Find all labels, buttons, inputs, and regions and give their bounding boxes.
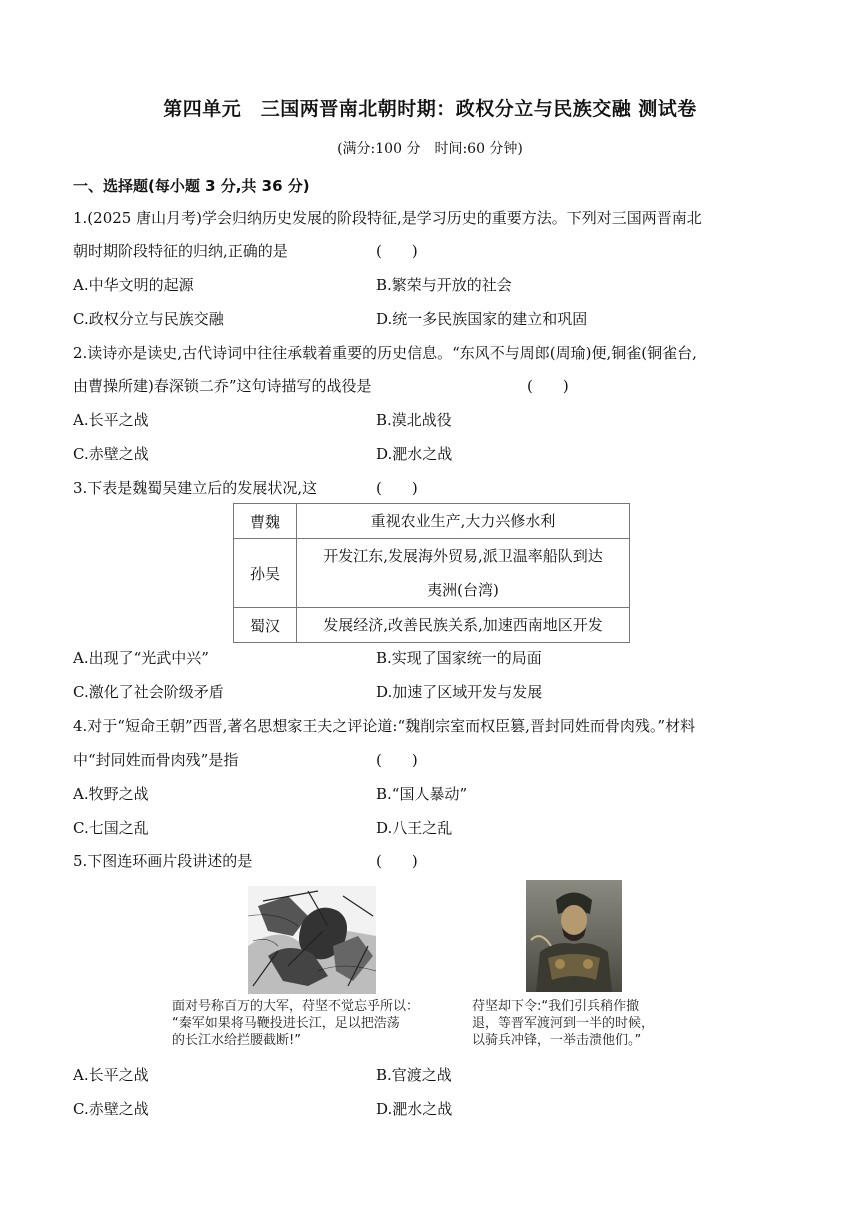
q4-option-c: C.七国之乱 [73,819,149,837]
q4-stem-line1: 4.对于“短命王朝”西晋,著名思想家王夫之评论道:“魏削宗室而权臣篡,晋封同姓而骨肉残。”材料 [73,717,696,735]
q2-stem-line2: 由曹操所建)春深锁二乔”这句诗描写的战役是 [73,377,372,395]
table-row [234,608,630,643]
comic-panel-general-image [526,880,622,992]
comic-panel-battle-image [248,886,376,994]
caption-right-line3: 以骑兵冲锋，一举击溃他们。” [472,1033,642,1048]
q1-option-c: C.政权分立与民族交融 [73,310,224,328]
q4-option-b: B.“国人暴动” [376,785,468,803]
q2-option-c: C.赤壁之战 [73,445,149,463]
q1-option-d: D.统一多民族国家的建立和巩固 [376,310,588,328]
q1-stem-line2 [73,241,288,261]
table-row [234,539,630,608]
q3-table [233,503,630,643]
caption-left-line1: 面对号称百万的大军，苻坚不觉忘乎所以： [172,999,420,1014]
q2-option-d: D.淝水之战 [376,445,453,463]
q5-option-c: C.赤壁之战 [73,1100,149,1118]
table-cell-desc: 发展经济,改善民族关系,加速西南地区开发 [297,608,630,643]
page-title: 第四单元 三国两晋南北朝时期：政权分立与民族交融 测试卷 [163,98,697,120]
q5-stem: 5.下图连环画片段讲述的是 [73,852,253,870]
caption-left-line2: “秦军如果将马鞭投进长江，足以把浩荡 [172,1016,400,1031]
q4-stem-line2: 中“封同姓而骨肉残”是指 [73,751,239,769]
q1-stem-line1: 1.(2025 唐山月考)学会归纳历史发展的阶段特征,是学习历史的重要方法。下列对三国两晋南北 [73,209,702,227]
table-cell-desc-line: 开发江东,发展海外贸易,派卫温率船队到达 [323,547,603,565]
section-heading: 一、选择题(每小题 3 分,共 36 分) [73,177,310,195]
q2-option-a: A.长平之战 [73,411,149,429]
page-subtitle: (满分:100 分 时间:60 分钟) [337,141,523,157]
q3-option-b: B.实现了国家统一的局面 [376,649,542,667]
table-cell-desc: 重视农业生产,大力兴修水利 [297,504,630,539]
q5-option-d: D.淝水之战 [376,1100,453,1118]
q2-option-b: B.漠北战役 [376,411,452,429]
table-cell-desc-line: 夷洲(台湾) [427,581,499,599]
q5-option-b: B.官渡之战 [376,1066,452,1084]
q3-answer-paren: ( ) [376,479,418,497]
q4-option-a: A.牧野之战 [73,785,149,803]
q4-answer-paren: ( ) [376,751,418,769]
q5-answer-paren: ( ) [376,852,418,870]
q2-answer-paren: ( ) [527,377,569,395]
q3-option-c: C.激化了社会阶级矛盾 [73,683,224,701]
q1-stem-text: 朝时期阶段特征的归纳,正确的是 [73,242,288,260]
q2-stem-line1: 2.读诗亦是读史,古代诗词中往往承载着重要的历史信息。“东风不与周郎(周瑜)便,铜雀(铜雀台, [73,344,697,362]
q3-option-a: A.出现了“光武中兴” [73,649,209,667]
caption-right-line2: 退，等晋军渡河到一半的时候， [472,1016,655,1031]
table-cell-state: 蜀汉 [234,608,297,643]
table-cell-state: 孙吴 [234,539,297,608]
q3-option-d: D.加速了区域开发与发展 [376,683,543,701]
caption-right-line1: 苻坚却下令:“我们引兵稍作撤 [472,999,640,1014]
table-row [234,504,630,539]
q4-option-d: D.八王之乱 [376,819,453,837]
table-cell-desc [297,539,630,608]
caption-left-line3: 的长江水给拦腰截断!” [172,1033,301,1048]
q1-option-b: B.繁荣与开放的社会 [376,276,512,294]
q1-answer-paren: ( ) [376,242,418,260]
q5-option-a: A.长平之战 [73,1066,149,1084]
q3-stem: 3.下表是魏蜀吴建立后的发展状况,这 [73,479,318,497]
q1-option-a: A.中华文明的起源 [73,276,194,294]
table-cell-state: 曹魏 [234,504,297,539]
